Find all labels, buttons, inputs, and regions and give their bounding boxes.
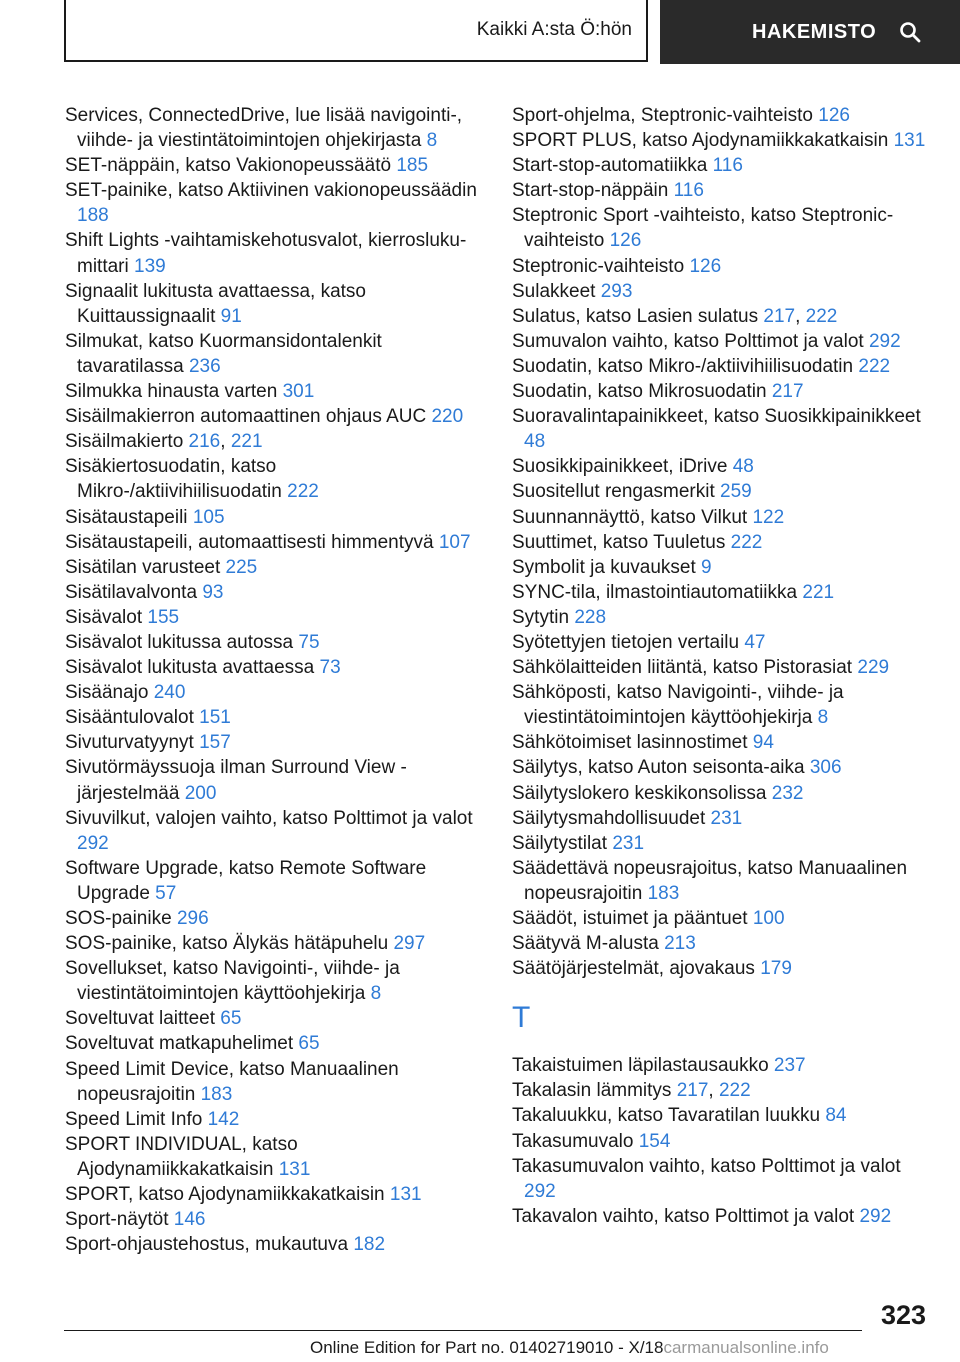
- index-entry: [65, 1006, 485, 1031]
- page-link[interactable]: 297: [393, 933, 426, 955]
- page-link[interactable]: 217: [771, 381, 804, 403]
- index-entry: Sisäilmakierto 216, 221: [65, 431, 263, 453]
- index-entry: [512, 956, 932, 981]
- page-link[interactable]: 222: [858, 355, 891, 377]
- page-link[interactable]: 296: [176, 908, 209, 929]
- index-entry-text: Sivutörmäyssuoja ilman Surround View -järjestelmää: [65, 757, 407, 804]
- index-entry: [512, 354, 932, 379]
- index-entry: [65, 580, 485, 605]
- page-link[interactable]: 237: [773, 1055, 806, 1077]
- page-link[interactable]: 213: [664, 933, 696, 955]
- index-entry: [65, 178, 485, 228]
- page-link[interactable]: 222: [730, 531, 763, 553]
- index-entry-text: Suosikkipainikkeet, iDrive: [512, 456, 728, 478]
- index-entry-text: Sport-näytöt: [65, 1209, 169, 1231]
- index-entry: [65, 329, 485, 379]
- index-entry-text: Säädettävä nopeusrajoitus, katso Manuaalinen nopeusrajoitin: [512, 857, 908, 904]
- index-entry: [65, 806, 485, 856]
- page-link[interactable]: 48: [732, 456, 754, 478]
- index-entry: [512, 103, 932, 128]
- page-link[interactable]: 157: [199, 732, 231, 754]
- page-link[interactable]: 91: [220, 305, 242, 327]
- index-entry: [512, 128, 932, 153]
- page-link[interactable]: 8: [817, 707, 829, 729]
- index-entry: [512, 655, 932, 680]
- page-link[interactable]: 301: [282, 381, 315, 403]
- page-link[interactable]: 292: [77, 832, 109, 854]
- index-entry: [65, 530, 485, 555]
- index-entry-text: Sisäilmakierto: [65, 431, 184, 453]
- index-entry-text: Suodatin, katso Mikro-/aktiivihiilisuodatin: [512, 355, 854, 377]
- breadcrumb[interactable]: [64, 0, 648, 62]
- index-entry: [512, 404, 932, 454]
- index-entry-text: Säilytysmahdollisuudet: [512, 807, 706, 829]
- index-entry: Sulatus, katso Lasien sulatus 217, 222: [512, 305, 838, 327]
- index-entry-text: Sisääntulovalot: [65, 707, 194, 729]
- index-entry-text: Shift Lights -vaihtamiskehotusvalot, kierrosluku-mittari: [65, 230, 467, 277]
- page-link[interactable]: 131: [278, 1158, 311, 1180]
- index-entry: [512, 781, 932, 806]
- index-entry-text: Steptronic-vaihteisto: [512, 255, 685, 277]
- page-link[interactable]: 236: [188, 355, 221, 377]
- index-entry-text: Silmukat, katso Kuormansidontalenkit tavaratilassa: [65, 330, 382, 377]
- page-link[interactable]: 151: [199, 707, 231, 729]
- index-entry-text: Sisävalot lukitusta avattaessa: [65, 657, 315, 679]
- page-link[interactable]: 57: [155, 882, 177, 904]
- page-link[interactable]: 131: [893, 130, 926, 152]
- index-entry-text: Sulatus, katso Lasien sulatus: [512, 305, 759, 327]
- index-entry: [512, 856, 932, 906]
- index-entry-text: Sähkölaitteiden liitäntä, katso Pistorasiat: [512, 657, 853, 679]
- index-entry: [65, 555, 485, 580]
- index-entry: [65, 605, 485, 630]
- page-link[interactable]: 182: [353, 1234, 386, 1256]
- page-link[interactable]: 200: [184, 782, 217, 804]
- page-link[interactable]: 65: [220, 1008, 242, 1030]
- page-link[interactable]: 221: [802, 581, 835, 603]
- index-entry-text: SPORT INDIVIDUAL, katso Ajodynamiikkakatkaisin: [65, 1133, 298, 1180]
- page-link[interactable]: 100: [752, 908, 785, 929]
- page-link[interactable]: 229: [857, 657, 890, 679]
- index-entry: [65, 103, 485, 153]
- index-entry: [512, 479, 932, 504]
- index-entry-text: Suodatin, katso Mikrosuodatin: [512, 381, 767, 403]
- page-link[interactable]: 221: [230, 431, 263, 453]
- page-link[interactable]: 116: [712, 155, 743, 177]
- index-entry-text: Suoravalintapainikkeet, katso Suosikkipainikkeet: [512, 406, 921, 428]
- page-link[interactable]: 216: [188, 431, 221, 453]
- index-entry: [65, 1031, 485, 1056]
- index-entry: [512, 906, 932, 931]
- index-entry: [512, 555, 932, 580]
- section-letter: T: [512, 1001, 531, 1035]
- index-entry-text: SET-näppäin, katso Vakionopeussäätö: [65, 155, 392, 177]
- page-link[interactable]: 9: [701, 556, 712, 578]
- page-link[interactable]: 48: [524, 431, 546, 453]
- index-entry: [512, 530, 932, 555]
- index-entry: Takalasin lämmitys 217, 222: [512, 1080, 751, 1102]
- index-entry: [65, 1232, 485, 1257]
- index-entry: [512, 1154, 932, 1204]
- page-link[interactable]: 126: [689, 255, 722, 277]
- page-link[interactable]: 240: [153, 682, 186, 704]
- index-entry-text: SOS-painike: [65, 908, 172, 929]
- index-entry: [512, 630, 932, 655]
- index-entry-text: Takavalon vaihto, katso Polttimot ja valot: [512, 1205, 855, 1227]
- index-entry-text: Suunnannäyttö, katso Vilkut: [512, 506, 748, 528]
- page-link[interactable]: 84: [825, 1105, 847, 1127]
- index-entry: [512, 454, 932, 479]
- index-entry-text: Silmukka hinausta varten: [65, 381, 278, 403]
- page-link[interactable]: 139: [134, 255, 166, 277]
- index-entry: [65, 1107, 485, 1132]
- index-entry: [65, 1182, 485, 1207]
- page-link[interactable]: 222: [718, 1080, 751, 1102]
- index-entry: [512, 730, 932, 755]
- index-entry-text: Säilytyslokero keskikonsolissa: [512, 782, 767, 804]
- page-link[interactable]: 222: [805, 305, 838, 327]
- index-entry: [65, 906, 485, 931]
- index-entry-text: Sisäänajo: [65, 682, 149, 704]
- index-column-right: [512, 103, 932, 1229]
- index-entry: [512, 1204, 932, 1229]
- index-entry-text: Sisäilmakierron automaattinen ohjaus AUC: [65, 406, 427, 428]
- page-link[interactable]: 292: [524, 1180, 556, 1202]
- index-entry: [512, 1129, 932, 1154]
- footer-watermark: carmanualsonline.info: [663, 1338, 829, 1357]
- index-entry-text: Sisävalot lukitussa autossa: [65, 631, 294, 653]
- index-entry: [65, 1132, 485, 1182]
- index-entry: [512, 279, 932, 304]
- index-entry-text: Sytytin: [512, 606, 570, 628]
- index-entry-text: Services, ConnectedDrive, lue lisää navigointi-, viihde- ja viestintätoimintojen ohjekirjasta: [65, 105, 463, 152]
- index-entry-text: Sisätaustapeili, automaattisesti himmentyvä: [65, 531, 434, 553]
- page-header: [0, 0, 960, 66]
- page-link[interactable]: 65: [298, 1033, 320, 1055]
- page-link[interactable]: 94: [752, 732, 774, 754]
- index-entry-text: SOS-painike, katso Älykäs hätäpuhelu: [65, 933, 389, 955]
- index-entry: [512, 203, 932, 253]
- index-entry-text: Sisätilan varusteet: [65, 556, 221, 578]
- index-entry-text: Sport-ohjaustehostus, mukautuva: [65, 1234, 349, 1256]
- section-title: HAKEMISTO: [752, 20, 877, 43]
- index-entry: [65, 153, 485, 178]
- index-entry-text: Suuttimet, katso Tuuletus: [512, 531, 726, 553]
- index-entry: [65, 755, 485, 805]
- index-entry: [512, 831, 932, 856]
- index-entry-text: Suositellut rengasmerkit: [512, 481, 715, 503]
- index-entry: [65, 279, 485, 329]
- index-entry-text: Sähkötoimiset lasinnostimet: [512, 732, 748, 754]
- page-link[interactable]: 73: [319, 657, 341, 679]
- page-link[interactable]: 217: [763, 305, 796, 327]
- index-entry: [65, 505, 485, 530]
- index-entry-text: Sivuturvatyynyt: [65, 732, 194, 754]
- index-entry: [512, 755, 932, 780]
- index-entry-text: Sport-ohjelma, Steptronic-vaihteisto: [512, 105, 813, 126]
- page-link[interactable]: 155: [147, 606, 180, 628]
- index-entry-text: Säilytys, katso Auton seisonta-aika: [512, 757, 805, 779]
- index-entry-text: SET-painike, katso Aktiivinen vakionopeussäädin: [65, 180, 477, 202]
- page-link[interactable]: 231: [710, 807, 743, 829]
- index-entry: [65, 730, 485, 755]
- index-column-left: [65, 103, 485, 1257]
- index-entry: [512, 505, 932, 530]
- index-entry-text: Säätöjärjestelmät, ajovakaus: [512, 958, 755, 980]
- index-entry-text: Säädöt, istuimet ja pääntuet: [512, 908, 748, 929]
- index-entry: [65, 404, 485, 429]
- index-entry: [512, 254, 932, 279]
- page-link[interactable]: 188: [77, 205, 109, 227]
- index-entry-text: Sähköposti, katso Navigointi-, viihde- ja viestintätoimintojen käyttöohjekirja: [512, 682, 844, 729]
- page-link[interactable]: 228: [574, 606, 607, 628]
- index-entry: [512, 580, 932, 605]
- index-entry: [65, 856, 485, 906]
- page-link[interactable]: 292: [859, 1205, 892, 1227]
- index-entry-text: Takaistuimen läpilastausaukko: [512, 1055, 769, 1077]
- page-link[interactable]: 292: [868, 330, 901, 352]
- index-entry: [512, 329, 932, 354]
- page-link[interactable]: 8: [370, 983, 382, 1005]
- index-entry: [65, 705, 485, 730]
- page-link[interactable]: 231: [612, 832, 645, 854]
- index-entry: [65, 1057, 485, 1107]
- index-entry-text: SPORT PLUS, katso Ajodynamiikkakatkaisin: [512, 130, 889, 152]
- footer-divider: [64, 1330, 862, 1331]
- index-entry-text: Signaalit lukitusta avattaessa, katso Kuittaussignaalit: [65, 280, 367, 327]
- index-entry-text: Takasumuvalo: [512, 1130, 634, 1152]
- page-link[interactable]: 93: [202, 581, 224, 603]
- index-entry: [512, 806, 932, 831]
- index-entry: [65, 630, 485, 655]
- page-link[interactable]: 179: [760, 958, 792, 980]
- index-entry-text: Start-stop-automatiikka: [512, 155, 708, 177]
- page-link[interactable]: 217: [676, 1080, 709, 1102]
- index-entry: [65, 680, 485, 705]
- page-link[interactable]: 131: [389, 1184, 422, 1206]
- index-entry-text: Symbolit ja kuvaukset: [512, 556, 696, 578]
- page-link[interactable]: 75: [298, 631, 320, 653]
- index-entry: [512, 379, 932, 404]
- section-tab[interactable]: [660, 0, 960, 64]
- index-entry: [65, 956, 485, 1006]
- index-entry-text: Soveltuvat matkapuhelimet: [65, 1033, 294, 1055]
- index-entry-text: Sisätilavalvonta: [65, 581, 198, 603]
- index-entry-text: Start-stop-näppäin: [512, 180, 669, 202]
- page-link[interactable]: 185: [396, 155, 429, 177]
- index-entry-text: Säätyvä M-alusta: [512, 933, 659, 955]
- index-entry-text: SYNC-tila, ilmastointiautomatiikka: [512, 581, 798, 603]
- page-link[interactable]: 8: [426, 130, 438, 152]
- page-link[interactable]: 105: [192, 506, 225, 528]
- page-link[interactable]: 107: [438, 531, 471, 553]
- index-entry-text: Sisävalot: [65, 606, 143, 628]
- index-entry-text: Speed Limit Info: [65, 1108, 203, 1130]
- index-entry: [512, 153, 932, 178]
- index-entry-text: Säilytystilat: [512, 832, 608, 854]
- index-entry: [65, 228, 485, 278]
- index-entry-text: Syötettyjen tietojen vertailu: [512, 631, 740, 653]
- page-link[interactable]: 232: [771, 782, 804, 804]
- page-link[interactable]: 259: [720, 481, 752, 503]
- page-link[interactable]: 116: [673, 180, 704, 202]
- index-entry-text: Software Upgrade, katso Remote Software Upgrade: [65, 857, 427, 904]
- index-entry: [65, 1207, 485, 1232]
- page-link[interactable]: 142: [207, 1108, 240, 1130]
- footer: [310, 1338, 829, 1358]
- page-link[interactable]: 126: [609, 230, 642, 252]
- page-link[interactable]: 222: [287, 481, 319, 503]
- index-entry-text: Takalasin lämmitys: [512, 1080, 672, 1102]
- breadcrumb-label: Kaikki A:sta Ö:hön: [476, 19, 632, 40]
- index-entry: [65, 931, 485, 956]
- footer-edition: Online Edition for Part no. 01402719010 - X/18: [310, 1338, 664, 1357]
- index-entry-text: Soveltuvat laitteet: [65, 1008, 215, 1030]
- index-entry-text: Sisäkiertosuodatin, katso Mikro-/aktiivihiilisuodatin: [65, 456, 282, 503]
- page-link[interactable]: 183: [647, 882, 680, 904]
- page-link[interactable]: 126: [818, 105, 850, 126]
- index-entry-text: Takaluukku, katso Tavaratilan luukku: [512, 1105, 821, 1127]
- page-link[interactable]: 220: [431, 406, 464, 428]
- index-entry-text: Sisätaustapeili: [65, 506, 188, 528]
- index-entry: [512, 1053, 932, 1078]
- index-entry-text: Steptronic Sport -vaihteisto, katso Steptronic-vaihteisto: [512, 205, 894, 252]
- page-link[interactable]: 146: [173, 1209, 206, 1231]
- index-entry: [512, 178, 932, 203]
- page-number: 323: [880, 1300, 926, 1330]
- index-entry-text: Sovellukset, katso Navigointi-, viihde- ja viestintätoimintojen käyttöohjekirja: [65, 958, 400, 1005]
- page-link[interactable]: 293: [600, 280, 633, 302]
- index-entry: [512, 680, 932, 730]
- index-entry: [65, 379, 485, 404]
- index-entry-text: Takasumuvalon vaihto, katso Polttimot ja valot: [512, 1155, 901, 1177]
- index-entry-text: Speed Limit Device, katso Manuaalinen nopeusrajoitin: [65, 1058, 399, 1105]
- index-entry: [512, 1103, 932, 1128]
- page-link[interactable]: 183: [200, 1083, 233, 1105]
- index-entry: [512, 605, 932, 630]
- index-entry-text: SPORT, katso Ajodynamiikkakatkaisin: [65, 1184, 385, 1206]
- page-link[interactable]: 154: [638, 1130, 671, 1152]
- page-link[interactable]: 306: [809, 757, 842, 779]
- page-link[interactable]: 47: [744, 631, 766, 653]
- index-entry-text: Sumuvalon vaihto, katso Polttimot ja valot: [512, 330, 864, 352]
- index-entry: [512, 931, 932, 956]
- index-entry: [65, 454, 485, 504]
- index-entry-text: Sivuvilkut, valojen vaihto, katso Polttimot ja valot: [65, 807, 473, 829]
- index-entry-text: Sulakkeet: [512, 280, 596, 302]
- page-link[interactable]: 122: [752, 506, 785, 528]
- page-link[interactable]: 225: [225, 556, 258, 578]
- index-entry: [65, 655, 485, 680]
- search-icon[interactable]: [898, 20, 922, 44]
